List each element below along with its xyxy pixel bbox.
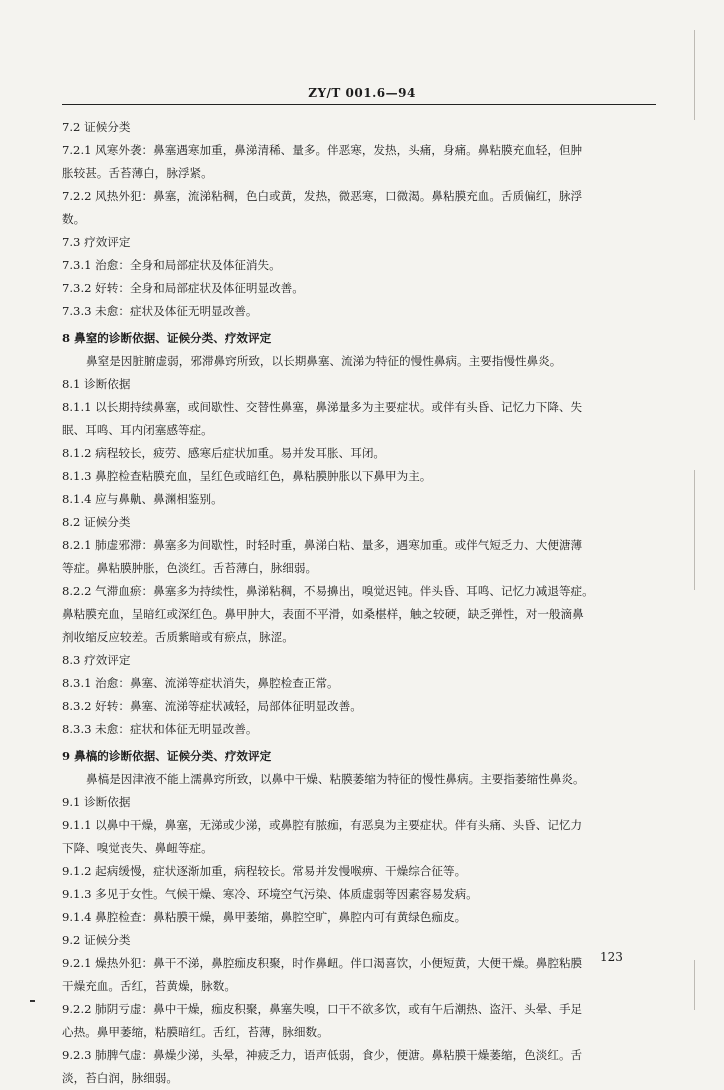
text-line: 干燥充血。舌红，苔黄燥，脉数。 — [62, 979, 236, 993]
text-line: 8.1.3 鼻腔检查粘膜充血，呈红色或暗红色，鼻粘膜肿胀以下鼻甲为主。 — [62, 469, 432, 483]
text-line: 8.1.4 应与鼻鼽、鼻渊相鉴别。 — [62, 492, 223, 506]
scan-edge-mark — [694, 30, 695, 120]
text-line: 下降、嗅觉丧失、鼻衄等症。 — [62, 841, 213, 855]
text-line: 8.3 疗效评定 — [62, 653, 131, 667]
text-line: 8.2.1 肺虚邪滞：鼻塞多为间歇性，时轻时重，鼻涕白粘、量多，遇寒加重。或伴气短乏力、大便溏薄 — [62, 538, 583, 552]
text-line: 鼻槁是因津液不能上濡鼻窍所致，以鼻中干燥、粘膜萎缩为特征的慢性鼻病。主要指萎缩性鼻炎。 — [86, 772, 585, 786]
text-line: 数。 — [62, 212, 86, 226]
text-line: 9.2.2 肺阴亏虚：鼻中干燥，痂皮积聚，鼻塞失嗅，口干不欲多饮，或有午后潮热、盗汗、头晕、手足 — [62, 1002, 583, 1016]
text-line: 鼻窒是因脏腑虚弱，邪滞鼻窍所致，以长期鼻塞、流涕为特征的慢性鼻病。主要指慢性鼻炎。 — [86, 354, 562, 368]
text-line: 9.2.3 肺脾气虚：鼻燥少涕，头晕，神疲乏力，语声低弱，食少，便溏。鼻粘膜干燥萎缩，色淡红。舌 — [62, 1048, 583, 1062]
text-line: 8.3.1 治愈：鼻塞、流涕等症状消失，鼻腔检查正常。 — [62, 676, 339, 690]
standard-code-header: ZY/T 001.6—94 — [308, 86, 416, 100]
text-line: 9.1.3 多见于女性。气候干燥、寒冷、环境空气污染、体质虚弱等因素容易发病。 — [62, 887, 478, 901]
text-line: 9.1.1 以鼻中干燥，鼻塞，无涕或少涕，或鼻腔有脓痂，有恶臭为主要症状。伴有头痛、头昏、记忆力 — [62, 818, 583, 832]
text-line: 9.2.1 燥热外犯：鼻干不涕，鼻腔痂皮积聚，时作鼻衄。伴口渴喜饮，小便短黄，大便干燥。鼻腔粘膜 — [62, 956, 583, 970]
text-line: 7.3 疗效评定 — [62, 235, 131, 249]
text-line: 8.1.2 病程较长，疲劳、感寒后症状加重。易并发耳胀、耳闭。 — [62, 446, 386, 460]
text-line: 8 鼻窒的诊断依据、证候分类、疗效评定 — [62, 331, 272, 345]
text-line: 8.1.1 以长期持续鼻塞，或间歇性、交替性鼻塞，鼻涕量多为主要症状。或伴有头昏、记忆力下降、失 — [62, 400, 583, 414]
text-line: 9 鼻槁的诊断依据、证候分类、疗效评定 — [62, 749, 272, 763]
text-line: 8.3.2 好转：鼻塞、流涕等症状减轻，局部体征明显改善。 — [62, 699, 362, 713]
text-line: 胀较甚。舌苔薄白，脉浮紧。 — [62, 166, 213, 180]
text-line: 9.2 证候分类 — [62, 933, 131, 947]
text-line: 淡，苔白润，脉细弱。 — [62, 1071, 178, 1085]
text-line: 8.3.3 未愈：症状和体征无明显改善。 — [62, 722, 258, 736]
body-text — [62, 116, 656, 1090]
text-line: 7.2.1 风寒外袭：鼻塞遇寒加重，鼻涕清稀、量多。伴恶寒，发热，头痛，身痛。鼻粘膜充血轻，但肿 — [62, 143, 583, 157]
scan-edge-mark — [694, 960, 695, 1010]
scan-edge-mark — [694, 470, 695, 590]
header-rule — [62, 104, 656, 105]
text-line: 鼻粘膜充血，呈暗红或深红色。鼻甲肿大，表面不平滑，如桑椹样，触之较硬，缺乏弹性，对一般滴鼻 — [62, 607, 584, 621]
text-line: 7.3.3 未愈：症状及体征无明显改善。 — [62, 304, 258, 318]
text-line: 等症。鼻粘膜肿胀，色淡红。舌苔薄白，脉细弱。 — [62, 561, 318, 575]
text-line: 9.1.4 鼻腔检查：鼻粘膜干燥，鼻甲萎缩，鼻腔空旷，鼻腔内可有黄绿色痂皮。 — [62, 910, 467, 924]
text-line: 7.2 证候分类 — [62, 120, 131, 134]
text-line: 剂收缩反应较差。舌质紫暗或有瘀点，脉涩。 — [62, 630, 294, 644]
text-line: 7.3.1 治愈：全身和局部症状及体征消失。 — [62, 258, 281, 272]
text-line: 8.2.2 气滞血瘀：鼻塞多为持续性，鼻涕粘稠，不易擤出，嗅觉迟钝。伴头昏、耳鸣、记忆力减退等症。 — [62, 584, 594, 598]
text-line: 心热。鼻甲萎缩，粘膜暗红。舌红，苔薄，脉细数。 — [62, 1025, 329, 1039]
text-line: 9.1 诊断依据 — [62, 795, 131, 809]
scan-speck — [30, 1000, 35, 1002]
text-line: 眠、耳鸣、耳内闭塞感等症。 — [62, 423, 213, 437]
text-line: 7.2.2 风热外犯：鼻塞，流涕粘稠，色白或黄，发热，微恶寒，口微渴。鼻粘膜充血。舌质偏红，脉浮 — [62, 189, 583, 203]
text-line: 8.2 证候分类 — [62, 515, 131, 529]
text-line: 8.1 诊断依据 — [62, 377, 131, 391]
page-number: 123 — [600, 950, 623, 964]
text-line: 7.3.2 好转：全身和局部症状及体征明显改善。 — [62, 281, 304, 295]
text-line: 9.1.2 起病缓慢，症状逐渐加重，病程较长。常易并发慢喉痹、干燥综合征等。 — [62, 864, 467, 878]
